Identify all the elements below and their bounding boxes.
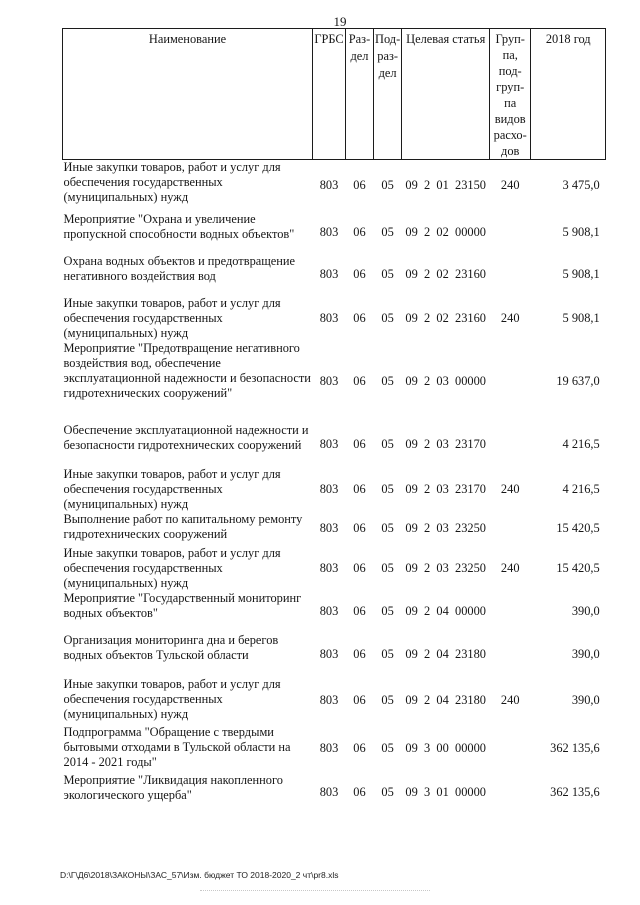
row-target <box>402 296 490 341</box>
row-amount: 15 420,5 <box>556 560 600 575</box>
row-vid <box>490 254 531 296</box>
row-grbs: 803 <box>319 310 339 325</box>
row-target <box>402 633 490 677</box>
row-vid <box>490 212 531 254</box>
target-direction: 23170 <box>455 481 486 496</box>
row-podrazdel: 05 <box>381 481 394 496</box>
page-number: 19 <box>333 14 347 29</box>
row-grbs: 803 <box>319 647 339 661</box>
row-grbs: 803 <box>319 437 339 451</box>
row-name: Иные закупки товаров, работ и услуг для обеспечения государственных (муниципальных) нужд <box>63 466 281 511</box>
row-grbs: 803 <box>319 741 339 755</box>
row-name: Обеспечение эксплуатационной надежности и безопасности гидротехнических сооружений <box>63 422 309 452</box>
row-podrazdel: 05 <box>381 604 394 618</box>
table-row <box>63 467 606 512</box>
target-subprogram: 3 <box>424 741 431 755</box>
target-direction: 00000 <box>455 741 486 755</box>
row-amount: 5 908,1 <box>562 267 600 281</box>
row-vid <box>490 341 531 423</box>
target-direction: 23160 <box>455 310 486 325</box>
target-direction: 00000 <box>455 374 486 388</box>
row-name: Мероприятие "Охрана и увеличение пропускной способности водных объектов" <box>63 211 295 241</box>
row-vid: 240 <box>500 310 520 325</box>
row-razdel: 06 <box>353 437 366 451</box>
row-razdel: 06 <box>353 647 366 661</box>
row-vid <box>490 591 531 633</box>
row-vid <box>490 773 531 813</box>
target-program: 09 <box>405 785 418 799</box>
target-subprogram: 2 <box>424 521 431 535</box>
row-name: Мероприятие "Ликвидация накопленного экологического ущерба" <box>63 772 283 802</box>
target-program: 09 <box>405 310 418 325</box>
target-direction: 23250 <box>455 521 486 535</box>
row-target <box>402 546 490 591</box>
row-amount: 4 216,5 <box>562 481 600 496</box>
target-measure: 03 <box>436 481 449 496</box>
row-razdel: 06 <box>353 267 366 281</box>
row-name: Иные закупки товаров, работ и услуг для обеспечения государственных (муниципальных) нужд <box>63 295 281 340</box>
target-subprogram: 3 <box>424 785 431 799</box>
row-name: Иные закупки товаров, работ и услуг для обеспечения государственных (муниципальных) нужд <box>63 676 281 721</box>
target-direction: 23170 <box>455 437 486 451</box>
table-row <box>63 725 606 773</box>
row-razdel: 06 <box>353 604 366 618</box>
row-grbs: 803 <box>319 560 339 575</box>
target-subprogram: 2 <box>424 693 431 707</box>
row-amount: 3 475,0 <box>562 178 600 193</box>
row-vid <box>490 423 531 467</box>
row-target <box>402 591 490 633</box>
target-measure: 04 <box>436 693 449 707</box>
table-row <box>63 773 606 813</box>
column-header-podrazdel: Под- раз- дел <box>374 29 402 160</box>
target-measure: 01 <box>436 785 449 799</box>
table-row <box>63 160 606 212</box>
row-podrazdel: 05 <box>381 310 394 325</box>
target-program: 09 <box>405 604 418 618</box>
row-target <box>402 160 490 212</box>
row-podrazdel: 05 <box>381 374 394 388</box>
row-name: Мероприятие "Государственный мониторинг водных объектов" <box>63 590 302 620</box>
column-header-target: Целевая статья <box>402 29 490 160</box>
table-header-row <box>63 29 606 160</box>
row-name: Иные закупки товаров, работ и услуг для обеспечения государственных (муниципальных) нужд <box>63 545 281 590</box>
row-podrazdel: 05 <box>381 521 394 535</box>
row-razdel: 06 <box>353 178 366 193</box>
target-program: 09 <box>405 267 418 281</box>
target-measure: 03 <box>436 521 449 535</box>
column-header-razdel: Раз- дел <box>346 29 374 160</box>
table-row <box>63 296 606 341</box>
target-subprogram: 2 <box>424 374 431 388</box>
target-measure: 02 <box>436 267 449 281</box>
target-subprogram: 2 <box>424 178 431 193</box>
target-program: 09 <box>405 374 418 388</box>
target-measure: 03 <box>436 560 449 575</box>
table-row <box>63 254 606 296</box>
file-path-footer: D:\Г\Д6\2018\ЗАКОНЫ\ЗАС_57\Изм. бюджет ТО 2018-2020_2 чт\pr8.xls <box>60 870 339 880</box>
row-name: Иные закупки товаров, работ и услуг для обеспечения государственных (муниципальных) нужд <box>63 160 281 204</box>
target-measure: 04 <box>436 647 449 661</box>
target-program: 09 <box>405 693 418 707</box>
row-podrazdel: 05 <box>381 267 394 281</box>
row-target <box>402 512 490 546</box>
row-target <box>402 254 490 296</box>
table-row <box>63 591 606 633</box>
row-name: Охрана водных объектов и предотвращение негативного воздействия вод <box>63 253 296 283</box>
table-row <box>63 546 606 591</box>
target-direction: 00000 <box>455 225 486 239</box>
row-razdel: 06 <box>353 560 366 575</box>
table-row <box>63 512 606 546</box>
row-grbs: 803 <box>319 481 339 496</box>
row-name: Организация мониторинга дна и берегов водных объектов Тульской области <box>63 632 279 662</box>
target-direction: 23250 <box>455 560 486 575</box>
row-podrazdel: 05 <box>381 693 394 707</box>
row-target <box>402 423 490 467</box>
row-grbs: 803 <box>319 521 339 535</box>
budget-table <box>62 28 606 813</box>
row-grbs: 803 <box>319 225 339 239</box>
row-vid <box>490 512 531 546</box>
column-header-name: Наименование <box>63 29 313 160</box>
row-razdel: 06 <box>353 521 366 535</box>
row-amount: 5 908,1 <box>562 225 600 239</box>
row-amount: 4 216,5 <box>562 437 600 451</box>
row-vid: 240 <box>500 560 520 575</box>
row-grbs: 803 <box>319 374 339 388</box>
row-target <box>402 212 490 254</box>
row-grbs: 803 <box>319 693 339 707</box>
row-vid: 240 <box>500 693 520 707</box>
row-target <box>402 341 490 423</box>
target-subprogram: 2 <box>424 225 431 239</box>
row-target <box>402 773 490 813</box>
row-grbs: 803 <box>319 178 339 193</box>
table-row <box>63 212 606 254</box>
row-amount: 5 908,1 <box>562 310 600 325</box>
target-subprogram: 2 <box>424 267 431 281</box>
target-direction: 23180 <box>455 647 486 661</box>
target-direction: 23180 <box>455 693 486 707</box>
row-razdel: 06 <box>353 785 366 799</box>
target-program: 09 <box>405 481 418 496</box>
target-direction: 23160 <box>455 267 486 281</box>
column-header-amount: 2018 год <box>531 29 606 160</box>
target-measure: 00 <box>436 741 449 755</box>
target-program: 09 <box>405 560 418 575</box>
row-razdel: 06 <box>353 741 366 755</box>
target-program: 09 <box>405 225 418 239</box>
target-subprogram: 2 <box>424 437 431 451</box>
target-program: 09 <box>405 647 418 661</box>
target-program: 09 <box>405 178 418 193</box>
target-subprogram: 2 <box>424 310 431 325</box>
target-direction: 00000 <box>455 604 486 618</box>
target-measure: 02 <box>436 310 449 325</box>
row-amount: 15 420,5 <box>556 521 600 535</box>
faint-bottom-line <box>200 890 430 892</box>
row-razdel: 06 <box>353 481 366 496</box>
row-amount: 390,0 <box>571 647 600 661</box>
target-subprogram: 2 <box>424 481 431 496</box>
column-header-vid: Груп- па, под- груп- па видов расхо- дов <box>490 29 531 160</box>
row-amount: 362 135,6 <box>550 785 600 799</box>
row-podrazdel: 05 <box>381 225 394 239</box>
row-razdel: 06 <box>353 374 366 388</box>
table-row <box>63 423 606 467</box>
row-vid <box>490 725 531 773</box>
target-program: 09 <box>405 521 418 535</box>
row-name: Мероприятие "Предотвращение негативного воздействия вод, обеспечение эксплуатационной надежности и безопасности гидротехнических сооружений" <box>63 340 311 400</box>
row-vid: 240 <box>500 481 520 496</box>
row-podrazdel: 05 <box>381 437 394 451</box>
table-row <box>63 633 606 677</box>
column-header-grbs: ГРБС <box>313 29 346 160</box>
target-measure: 01 <box>436 178 449 193</box>
table-row <box>63 677 606 725</box>
row-podrazdel: 05 <box>381 178 394 193</box>
row-vid <box>490 633 531 677</box>
row-razdel: 06 <box>353 225 366 239</box>
target-subprogram: 2 <box>424 560 431 575</box>
target-subprogram: 2 <box>424 604 431 618</box>
row-grbs: 803 <box>319 785 339 799</box>
target-subprogram: 2 <box>424 647 431 661</box>
row-target <box>402 725 490 773</box>
row-grbs: 803 <box>319 267 339 281</box>
row-target <box>402 467 490 512</box>
row-grbs: 803 <box>319 604 339 618</box>
row-name: Подпрограмма "Обращение с твердыми бытовыми отходами в Тульской области на 2014 - 2021 годы" <box>63 724 291 769</box>
target-measure: 04 <box>436 604 449 618</box>
row-razdel: 06 <box>353 310 366 325</box>
row-vid: 240 <box>500 178 520 193</box>
target-direction: 00000 <box>455 785 486 799</box>
table-row <box>63 341 606 423</box>
target-program: 09 <box>405 741 418 755</box>
row-podrazdel: 05 <box>381 785 394 799</box>
row-razdel: 06 <box>353 693 366 707</box>
target-measure: 03 <box>436 437 449 451</box>
row-amount: 362 135,6 <box>550 741 600 755</box>
target-measure: 02 <box>436 225 449 239</box>
row-amount: 390,0 <box>571 693 600 707</box>
row-name: Выполнение работ по капитальному ремонту гидротехнических сооружений <box>63 511 303 541</box>
target-direction: 23150 <box>455 178 486 193</box>
row-target <box>402 677 490 725</box>
row-amount: 19 637,0 <box>556 374 600 388</box>
target-measure: 03 <box>436 374 449 388</box>
target-program: 09 <box>405 437 418 451</box>
row-amount: 390,0 <box>571 604 600 618</box>
row-podrazdel: 05 <box>381 647 394 661</box>
row-podrazdel: 05 <box>381 560 394 575</box>
row-podrazdel: 05 <box>381 741 394 755</box>
